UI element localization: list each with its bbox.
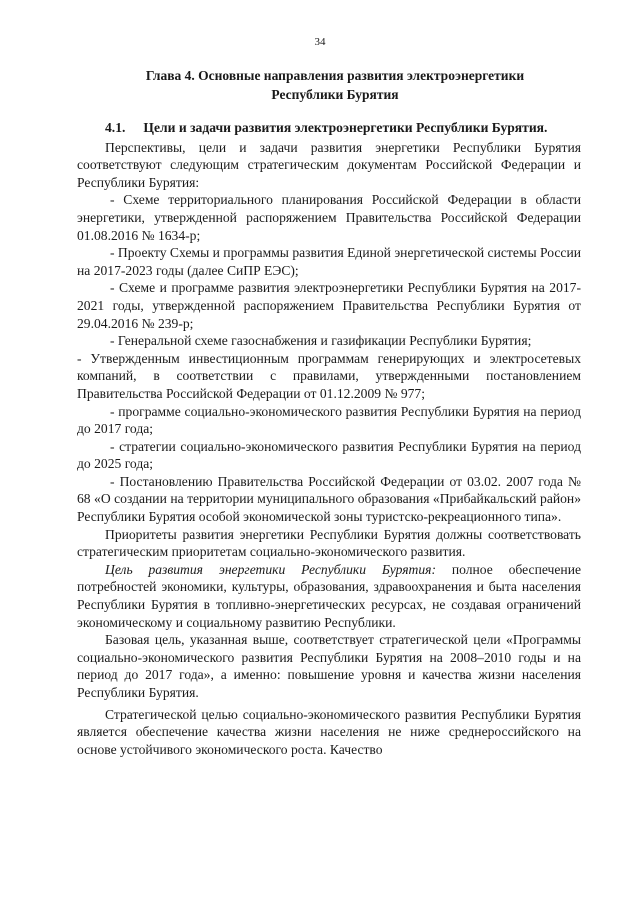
paragraph-goal bbox=[77, 561, 581, 631]
paragraph-priorities: Приоритеты развития энергетики Республики Бурятия должны соответствовать стратегическим приоритетам социально-экономического развития. bbox=[77, 526, 581, 560]
chapter-title-line-1: Глава 4. Основные направления развития электроэнергетики bbox=[145, 68, 525, 83]
list-item: - Постановлению Правительства Российской Федерации от 03.02. 2007 года № 68 «О создании на территории муниципального образования «Прибайкальский район» Республики Бурятия особой экономической зоны туристско-рекреационного типа». bbox=[77, 473, 581, 525]
paragraph-strategic-goal: Стратегической целью социально-экономического развития Республики Бурятия является обеспечение качества жизни населения не ниже среднероссийского на основе устойчивого экономического роста. Качество bbox=[77, 706, 581, 757]
chapter-title bbox=[90, 66, 580, 104]
goal-text: полное обеспечение потребностей экономики, культуры, образования, здравоохранения и быта населения Республики Бурятия в топливно-энергетических ресурсах, не создавая ограничений экономическому и социальному развитию Республики. bbox=[77, 561, 581, 630]
list-item: - Утвержденным инвестиционным программам генерирующих и электросетевых компаний, в соответствии с правилами, утвержденными постановлением Правительства Российской Федерации от 01.12.2009 № 977; bbox=[77, 350, 581, 401]
document-body bbox=[77, 119, 581, 758]
paragraph-base-goal: Базовая цель, указанная выше, соответствует стратегической цели «Программы социально-экономического развития Республики Бурятия на 2008–2010 годы и на период до 2017 года», а именно: повышение уровня и качества жизни населения Республики Бурятия. bbox=[77, 632, 581, 700]
list-item: - Схеме территориального планирования Российской Федерации в области энергетики, утвержденной распоряжением Правительства Российской Федерации 01.08.2016 № 1634-р; bbox=[77, 192, 581, 243]
section-heading bbox=[77, 119, 581, 137]
list-item: - Проекту Схемы и программы развития Единой энергетической системы России на 2017-2023 годы (далее СиПР ЕЭС); bbox=[77, 245, 581, 278]
section-title: Цели и задачи развития электроэнергетики Республики Бурятия. bbox=[143, 120, 548, 135]
list-item: - Генеральной схеме газоснабжения и газификации Республики Бурятия; bbox=[110, 333, 532, 349]
chapter-title-line-2: Республики Бурятия bbox=[271, 87, 399, 102]
list-item: - Схеме и программе развития электроэнергетики Республики Бурятия на 2017-2021 годы, утвержденной распоряжением Правительства Республики Бурятия от 29.04.2016 № 239-р; bbox=[77, 280, 581, 331]
paragraph-intro: Перспективы, цели и задачи развития энергетики Республики Бурятия соответствуют следующим стратегическим документам Российской Федерации и Республики Бурятия: bbox=[77, 139, 581, 190]
page-number: 34 bbox=[314, 36, 326, 48]
list-item: - стратегии социально-экономического развития Республики Бурятия на период до 2025 года; bbox=[77, 438, 581, 472]
goal-lead: Цель развития энергетики Республики Бурятия: bbox=[105, 561, 437, 577]
list-item: - программе социально-экономического развития Республики Бурятия на период до 2017 года; bbox=[77, 403, 581, 437]
section-number: 4.1. bbox=[105, 120, 126, 135]
